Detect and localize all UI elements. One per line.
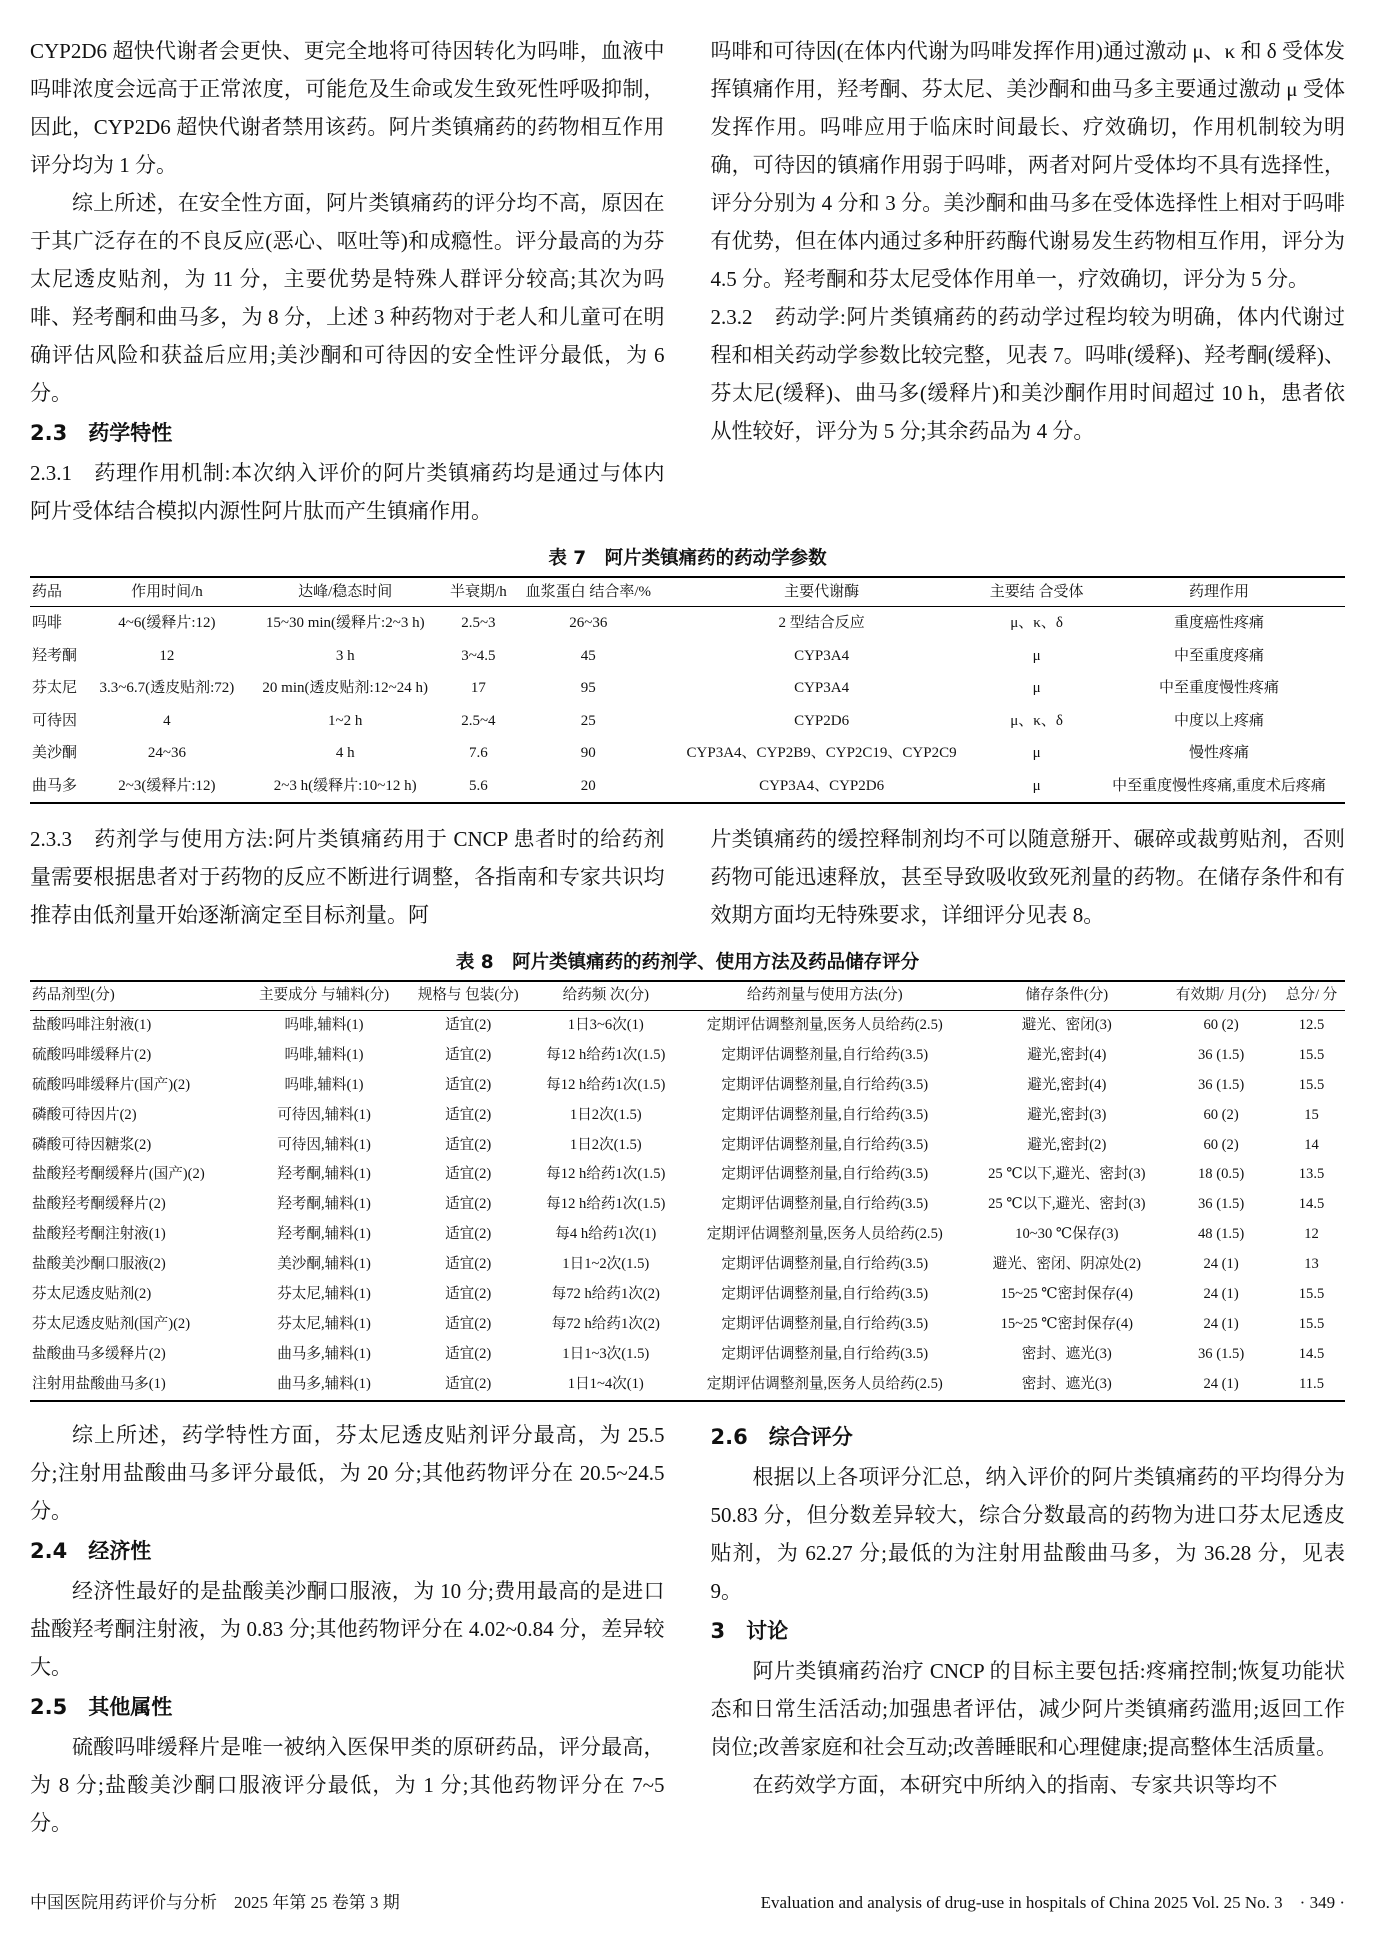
table-cell: 适宜(2) bbox=[445, 1046, 492, 1063]
column-header: 药理作用 bbox=[1189, 584, 1250, 600]
table-row bbox=[30, 737, 1345, 770]
table-row bbox=[30, 1190, 1345, 1220]
table-row bbox=[30, 607, 1345, 640]
table-cell: 15.5 bbox=[1298, 1076, 1325, 1093]
table-cell: CYP3A4、CYP2D6 bbox=[759, 777, 885, 794]
table-cell: 45 bbox=[580, 647, 596, 664]
table-cell: 中至重度慢性疼痛,重度术后疼痛 bbox=[1112, 777, 1326, 794]
table-cell: 重度癌性疼痛 bbox=[1174, 615, 1265, 632]
top-section bbox=[30, 32, 1351, 530]
paragraph: 在药效学方面，本研究中所纳入的指南、专家共识等均不 bbox=[752, 1772, 1278, 1797]
table-cell: 盐酸羟考酮注射液(1) bbox=[32, 1226, 166, 1243]
table-cell: 2~3(缓释片:12) bbox=[118, 777, 216, 794]
table-cell: 2.5~4 bbox=[461, 712, 496, 729]
table-row bbox=[30, 1250, 1345, 1280]
table-cell: 1日2次(1.5) bbox=[569, 1136, 642, 1153]
table8 bbox=[30, 980, 1345, 1401]
table-cell: 吗啡 bbox=[32, 615, 63, 632]
table-cell: 适宜(2) bbox=[445, 1106, 492, 1123]
table-cell: 25 ℃以下,避光、密封(3) bbox=[988, 1166, 1146, 1183]
table-cell: 定期评估调整剂量,自行给药(3.5) bbox=[721, 1256, 929, 1273]
table-row bbox=[30, 672, 1345, 705]
table-header-row bbox=[30, 981, 1345, 1010]
table-cell: 定期评估调整剂量,自行给药(3.5) bbox=[721, 1315, 929, 1332]
table-cell: 定期评估调整剂量,医务人员给药(2.5) bbox=[706, 1375, 943, 1392]
table-cell: 硫酸吗啡缓释片(国产)(2) bbox=[32, 1076, 191, 1093]
table-cell: 2 型结合反应 bbox=[778, 615, 865, 632]
table-cell: 羟考酮,辅料(1) bbox=[277, 1226, 371, 1243]
table-cell: 1日2次(1.5) bbox=[569, 1106, 642, 1123]
table-cell: 中至重度疼痛 bbox=[1174, 647, 1265, 664]
column-header: 半衰期/h bbox=[450, 584, 507, 600]
column-header: 储存条件(分) bbox=[1025, 987, 1109, 1004]
table-cell: 羟考酮,辅料(1) bbox=[277, 1196, 371, 1213]
table-cell: 曲马多,辅料(1) bbox=[277, 1375, 371, 1392]
table-cell: 1日1~2次(1.5) bbox=[562, 1256, 650, 1273]
column-header: 主要成分 与辅料(分) bbox=[258, 987, 390, 1004]
table-cell: 60 (2) bbox=[1203, 1136, 1239, 1153]
table-cell: μ bbox=[1032, 680, 1041, 697]
paragraph: 吗啡和可待因(在体内代谢为吗啡发挥作用)通过激动 μ、κ 和 δ 受体发挥镇痛作用，羟考酮、芬太尼、美沙酮和曲马多主要通过激动 μ 受体发挥作用。吗啡应用于临床时间最长、疗效确切，作用机制较为明确，可待因的镇痛作用弱于吗啡，两者对阿片受体均不具有选择性，评分分别为 4 分和 3 分。美沙酮和曲马多在受体选择性上相对于吗啡有优势，但在体内通过多种肝药酶代谢易发生药物相互作用，评分为 4.5 分。羟考酮和芬太尼受体作用单一，疗效确切，评分为 5 分。 bbox=[710, 39, 1351, 291]
table-row bbox=[30, 1101, 1345, 1131]
table-cell: 24 (1) bbox=[1203, 1315, 1239, 1332]
table-cell: 芬太尼,辅料(1) bbox=[277, 1285, 371, 1302]
table-cell: 36 (1.5) bbox=[1197, 1046, 1245, 1063]
section-heading-2-5: 2.5 其他属性 bbox=[30, 1694, 173, 1719]
table-cell: 12.5 bbox=[1298, 1016, 1325, 1033]
table-cell: 适宜(2) bbox=[445, 1285, 492, 1302]
column-header: 给药频 次(分) bbox=[562, 987, 649, 1004]
table-cell: 定期评估调整剂量,医务人员给药(2.5) bbox=[706, 1016, 943, 1033]
paragraph: 2.3.3 药剂学与使用方法:阿片类镇痛药用于 CNCP 患者时的给药剂量需要根据患者对于药物的反应不断进行调整，各指南和专家共识均推荐由低剂量开始逐渐滴定至目标剂量。阿 bbox=[30, 827, 665, 928]
table-cell: 芬太尼 bbox=[32, 680, 78, 697]
column-header: 药品剂型(分) bbox=[32, 987, 115, 1004]
paragraph: CYP2D6 超快代谢者会更快、更完全地将可待因转化为吗啡，血液中吗啡浓度会远高于正常浓度，可能危及生命或发生致死性呼吸抑制，因此，CYP2D6 超快代谢者禁用该药。阿片类镇痛药的药物相互作用评分均为 1 分。 bbox=[30, 39, 665, 177]
table-cell: 11.5 bbox=[1299, 1375, 1324, 1392]
table-cell: 适宜(2) bbox=[445, 1166, 492, 1183]
table-row bbox=[30, 1041, 1345, 1071]
column-header: 总分/ 分 bbox=[1285, 987, 1338, 1004]
section-heading-2-6: 2.6 综合评分 bbox=[710, 1424, 853, 1449]
table-row bbox=[30, 705, 1345, 738]
table-row bbox=[30, 1220, 1345, 1250]
table-cell: 13 bbox=[1304, 1256, 1319, 1273]
table-cell: 硫酸吗啡缓释片(2) bbox=[32, 1046, 152, 1063]
table-cell: 48 (1.5) bbox=[1197, 1226, 1245, 1243]
table-cell: 注射用盐酸曲马多(1) bbox=[32, 1375, 166, 1392]
column-header: 主要代谢酶 bbox=[784, 584, 860, 600]
table-cell: 每12 h给药1次(1.5) bbox=[546, 1196, 666, 1213]
table-cell: 避光、密闭、阴凉处(2) bbox=[992, 1256, 1141, 1273]
table-cell: 60 (2) bbox=[1203, 1106, 1239, 1123]
table-cell: 盐酸羟考酮缓释片(2) bbox=[32, 1196, 166, 1213]
table-cell: 2~3 h(缓释片:10~12 h) bbox=[273, 777, 417, 794]
table-cell: 定期评估调整剂量,医务人员给药(2.5) bbox=[706, 1226, 943, 1243]
table-cell: 定期评估调整剂量,自行给药(3.5) bbox=[721, 1046, 929, 1063]
section-heading-2-3: 2.3 药学特性 bbox=[30, 421, 173, 445]
table-cell: 36 (1.5) bbox=[1197, 1345, 1245, 1362]
column-header: 达峰/稳态时间 bbox=[298, 584, 393, 600]
table-cell: 定期评估调整剂量,自行给药(3.5) bbox=[721, 1196, 929, 1213]
table-cell: 15.5 bbox=[1298, 1285, 1325, 1302]
table-row bbox=[30, 1370, 1345, 1401]
table-cell: 适宜(2) bbox=[445, 1076, 492, 1093]
table-cell: μ、κ、δ bbox=[1010, 615, 1063, 632]
paragraph: 2.3.1 药理作用机制:本次纳入评价的阿片类镇痛药均是通过与体内阿片受体结合模拟内源性阿片肽而产生镇痛作用。 bbox=[30, 461, 665, 523]
table-cell: μ、κ、δ bbox=[1010, 712, 1063, 729]
table-cell: 吗啡,辅料(1) bbox=[284, 1016, 364, 1033]
table-cell: 避光,密封(4) bbox=[1027, 1046, 1107, 1063]
table-row bbox=[30, 1160, 1345, 1190]
table-cell: 磷酸可待因糖浆(2) bbox=[32, 1136, 152, 1153]
table-cell: 密封、遮光(3) bbox=[1021, 1345, 1112, 1362]
table-cell: 盐酸曲马多缓释片(2) bbox=[32, 1345, 166, 1362]
table-row bbox=[30, 1310, 1345, 1340]
table-header-row bbox=[30, 577, 1345, 607]
table-cell: 1~2 h bbox=[328, 712, 363, 729]
table-cell: 适宜(2) bbox=[445, 1375, 492, 1392]
table-cell: 美沙酮 bbox=[32, 745, 78, 762]
table-row bbox=[30, 1071, 1345, 1101]
table-cell: 4~6(缓释片:12) bbox=[118, 615, 216, 632]
column-header: 主要结 合受体 bbox=[989, 584, 1084, 600]
table-cell: 避光,密封(3) bbox=[1027, 1106, 1107, 1123]
table-cell: 曲马多,辅料(1) bbox=[277, 1345, 371, 1362]
table-cell: 24~36 bbox=[147, 745, 186, 762]
footer-journal-en-page-number: Evaluation and analysis of drug-use in hospitals of China 2025 Vol. 25 No. 3 · 349 · bbox=[760, 1893, 1345, 1912]
column-header: 有效期/ 月(分) bbox=[1175, 987, 1267, 1004]
table-cell: 24 (1) bbox=[1203, 1375, 1239, 1392]
table-cell: 每4 h给药1次(1) bbox=[555, 1226, 657, 1243]
paragraph: 综上所述，药学特性方面，芬太尼透皮贴剂评分最高，为 25.5 分;注射用盐酸曲马多评分最低，为 20 分;其他药物评分在 20.5~24.5 分。 bbox=[30, 1422, 670, 1523]
top-right-column bbox=[710, 32, 1351, 530]
paragraph: 综上所述，在安全性方面，阿片类镇痛药的评分均不高，原因在于其广泛存在的不良反应(恶心、呕吐等)和成瘾性。评分最高的为芬太尼透皮贴剂，为 11 分，主要优势是特殊人群评分较高;其次为吗啡、羟考酮和曲马多，为 8 分，上述 3 种药物对于老人和儿童可在明确评估风险和获益后应用;美沙酮和可待因的安全性评分最低，为 6 分。 bbox=[30, 191, 670, 405]
paragraph: 经济性最好的是盐酸美沙酮口服液，为 10 分;费用最高的是进口盐酸羟考酮注射液，为 0.83 分;其他药物评分在 4.02~0.84 分，差异较大。 bbox=[30, 1578, 665, 1679]
table-cell: CYP2D6 bbox=[794, 712, 850, 729]
mid-section bbox=[30, 820, 1345, 934]
table-row bbox=[30, 1131, 1345, 1161]
table-cell: 曲马多 bbox=[32, 777, 78, 794]
table-cell: 每12 h给药1次(1.5) bbox=[546, 1076, 666, 1093]
column-header: 规格与 包装(分) bbox=[417, 987, 519, 1004]
table-cell: CYP3A4、CYP2B9、CYP2C19、CYP2C9 bbox=[686, 745, 957, 762]
mid-right-column bbox=[711, 820, 1346, 934]
table-cell: 14 bbox=[1304, 1136, 1319, 1153]
table-cell: 定期评估调整剂量,自行给药(3.5) bbox=[721, 1136, 929, 1153]
table-cell: 定期评估调整剂量,自行给药(3.5) bbox=[721, 1076, 929, 1093]
table-cell: 避光,密封(2) bbox=[1027, 1136, 1107, 1153]
paragraph: 2.3.2 药动学:阿片类镇痛药的药动学过程均较为明确，体内代谢过程和相关药动学参数比较完整，见表 7。吗啡(缓释)、羟考酮(缓释)、芬太尼(缓释)、曲马多(缓释片)和美沙酮作用时间超过 10 h，患者依从性较好，评分为 5 分;其余药品为 4 分。 bbox=[710, 305, 1345, 443]
column-header: 药品 bbox=[32, 584, 63, 600]
table-cell: 10~30 ℃保存(3) bbox=[1015, 1226, 1119, 1243]
table-cell: 密封、遮光(3) bbox=[1021, 1375, 1112, 1392]
paragraph: 硫酸吗啡缓释片是唯一被纳入医保甲类的原研药品，评分最高，为 8 分;盐酸美沙酮口服液评分最低，为 1 分;其他药物评分在 7~5 分。 bbox=[30, 1734, 670, 1835]
table-cell: 羟考酮 bbox=[32, 647, 78, 664]
table-cell: 定期评估调整剂量,自行给药(3.5) bbox=[721, 1106, 929, 1123]
table-cell: 7.6 bbox=[469, 745, 488, 762]
table-row bbox=[30, 1340, 1345, 1370]
table-cell: 羟考酮,辅料(1) bbox=[277, 1166, 371, 1183]
table-cell: 14.5 bbox=[1298, 1196, 1325, 1213]
table-cell: 3 h bbox=[335, 647, 355, 664]
top-left-column bbox=[30, 32, 670, 530]
table-cell: 24 (1) bbox=[1203, 1256, 1239, 1273]
table-cell: 4 bbox=[163, 712, 171, 729]
table-cell: 15~25 ℃密封保存(4) bbox=[1000, 1315, 1134, 1332]
table-cell: CYP3A4 bbox=[794, 680, 850, 697]
table-cell: 14.5 bbox=[1298, 1345, 1325, 1362]
table-cell: 1日1~4次(1) bbox=[567, 1375, 644, 1392]
table-cell: 适宜(2) bbox=[445, 1226, 492, 1243]
table-cell: 60 (2) bbox=[1203, 1016, 1239, 1033]
table-cell: 慢性疼痛 bbox=[1189, 745, 1250, 762]
table-cell: μ bbox=[1032, 647, 1041, 664]
table-cell: 90 bbox=[580, 745, 596, 762]
table-cell: 3~4.5 bbox=[461, 647, 496, 664]
bottom-left-column bbox=[30, 1416, 670, 1842]
column-header: 作用时间/h bbox=[131, 584, 203, 600]
table-cell: 每12 h给药1次(1.5) bbox=[546, 1046, 666, 1063]
table-cell: 36 (1.5) bbox=[1197, 1196, 1245, 1213]
table-cell: 适宜(2) bbox=[445, 1016, 492, 1033]
table-cell: 12 bbox=[1304, 1226, 1319, 1243]
table-cell: 盐酸吗啡注射液(1) bbox=[32, 1016, 152, 1033]
page-footer bbox=[30, 1892, 1345, 1914]
bottom-section bbox=[30, 1416, 1351, 1842]
table-cell: 17 bbox=[470, 680, 486, 697]
table-cell: 芬太尼透皮贴剂(国产)(2) bbox=[32, 1315, 191, 1332]
table-cell: 每12 h给药1次(1.5) bbox=[546, 1166, 666, 1183]
table-cell: 中度以上疼痛 bbox=[1174, 712, 1265, 729]
table-cell: CYP3A4 bbox=[794, 647, 850, 664]
table8-caption: 表 8 阿片类镇痛药的药剂学、使用方法及药品储存评分 bbox=[455, 952, 920, 974]
table-row bbox=[30, 1010, 1345, 1040]
table-cell: 24 (1) bbox=[1203, 1285, 1239, 1302]
table-cell: 12 bbox=[159, 647, 175, 664]
table-cell: 20 bbox=[580, 777, 596, 794]
table-cell: 26~36 bbox=[569, 615, 608, 632]
table-cell: 20 min(透皮贴剂:12~24 h) bbox=[262, 680, 429, 697]
table-cell: 2.5~3 bbox=[461, 615, 496, 632]
table-cell: 15~25 ℃密封保存(4) bbox=[1000, 1285, 1134, 1302]
table-cell: 15 bbox=[1304, 1106, 1319, 1123]
bottom-right-column bbox=[710, 1416, 1351, 1842]
table-cell: 吗啡,辅料(1) bbox=[284, 1076, 364, 1093]
table-cell: 芬太尼,辅料(1) bbox=[277, 1315, 371, 1332]
table-cell: 可待因,辅料(1) bbox=[277, 1136, 371, 1153]
table-cell: 芬太尼透皮贴剂(2) bbox=[32, 1285, 152, 1302]
table-cell: 可待因 bbox=[32, 712, 78, 729]
table-cell: 15~30 min(缓释片:2~3 h) bbox=[265, 615, 425, 632]
table-cell: 适宜(2) bbox=[445, 1315, 492, 1332]
footer-journal-cn: 中国医院用药评价与分析 2025 年第 25 卷第 3 期 bbox=[30, 1893, 400, 1912]
table-cell: 15.5 bbox=[1298, 1046, 1325, 1063]
table-cell: 可待因,辅料(1) bbox=[277, 1106, 371, 1123]
table-cell: 盐酸羟考酮缓释片(国产)(2) bbox=[32, 1166, 205, 1183]
table7 bbox=[30, 576, 1345, 804]
table-cell: 每72 h给药1次(2) bbox=[551, 1285, 660, 1302]
table-row bbox=[30, 640, 1345, 673]
table-cell: 盐酸美沙酮口服液(2) bbox=[32, 1256, 166, 1273]
mid-left-column bbox=[30, 820, 665, 934]
table-row bbox=[30, 770, 1345, 804]
table-cell: 适宜(2) bbox=[445, 1256, 492, 1273]
table-cell: 避光,密封(4) bbox=[1027, 1076, 1107, 1093]
table-cell: 3.3~6.7(透皮贴剂:72) bbox=[99, 680, 235, 697]
table-cell: 美沙酮,辅料(1) bbox=[277, 1256, 371, 1273]
table-cell: 1日3~6次(1) bbox=[567, 1016, 644, 1033]
paragraph: 根据以上各项评分汇总，纳入评价的阿片类镇痛药的平均得分为 50.83 分，但分数差异较大，综合分数最高的药物为进口芬太尼透皮贴剂，为 62.27 分;最低的为注射用盐酸曲马多，为 36.28 分，见表 9。 bbox=[710, 1464, 1351, 1603]
section-heading-3: 3 讨论 bbox=[710, 1618, 789, 1643]
table-cell: 适宜(2) bbox=[445, 1345, 492, 1362]
table-cell: 15.5 bbox=[1298, 1315, 1325, 1332]
table-cell: 13.5 bbox=[1298, 1166, 1325, 1183]
table7-caption: 表 7 阿片类镇痛药的药动学参数 bbox=[548, 548, 827, 569]
table-cell: 25 ℃以下,避光、密封(3) bbox=[988, 1196, 1146, 1213]
section-heading-2-4: 2.4 经济性 bbox=[30, 1538, 152, 1563]
table-cell: 磷酸可待因片(2) bbox=[32, 1106, 137, 1123]
table-cell: 定期评估调整剂量,自行给药(3.5) bbox=[721, 1345, 929, 1362]
paragraph: 片类镇痛药的缓控释制剂均不可以随意掰开、碾碎或裁剪贴剂，否则药物可能迅速释放，甚至导致吸收致死剂量的药物。在储存条件和有效期方面均无特殊要求，详细评分见表 8。 bbox=[710, 827, 1345, 928]
table-cell: μ bbox=[1032, 745, 1041, 762]
table-cell: 36 (1.5) bbox=[1197, 1076, 1245, 1093]
table-cell: 定期评估调整剂量,自行给药(3.5) bbox=[721, 1285, 929, 1302]
column-header: 给药剂量与使用方法(分) bbox=[746, 987, 903, 1004]
table-cell: 吗啡,辅料(1) bbox=[284, 1046, 364, 1063]
table-cell: 4 h bbox=[335, 745, 355, 762]
table-cell: 定期评估调整剂量,自行给药(3.5) bbox=[721, 1166, 929, 1183]
table-cell: μ bbox=[1032, 777, 1041, 794]
table-cell: 5.6 bbox=[469, 777, 488, 794]
table-cell: 避光、密闭(3) bbox=[1021, 1016, 1112, 1033]
table-cell: 95 bbox=[580, 680, 596, 697]
paragraph: 阿片类镇痛药治疗 CNCP 的目标主要包括:疼痛控制;恢复功能状态和日常生活活动;加强患者评估，减少阿片类镇痛药滥用;返回工作岗位;改善家庭和社会互动;改善睡眠和心理健康;提高整体生活质量。 bbox=[710, 1658, 1345, 1759]
column-header: 血浆蛋白 结合率/% bbox=[525, 584, 651, 600]
table-cell: 中至重度慢性疼痛 bbox=[1159, 680, 1280, 697]
table-cell: 适宜(2) bbox=[445, 1196, 492, 1213]
table-cell: 适宜(2) bbox=[445, 1136, 492, 1153]
table-cell: 每72 h给药1次(2) bbox=[551, 1315, 660, 1332]
table-cell: 25 bbox=[580, 712, 596, 729]
table-cell: 1日1~3次(1.5) bbox=[562, 1345, 650, 1362]
table-cell: 18 (0.5) bbox=[1197, 1166, 1245, 1183]
table-row bbox=[30, 1280, 1345, 1310]
